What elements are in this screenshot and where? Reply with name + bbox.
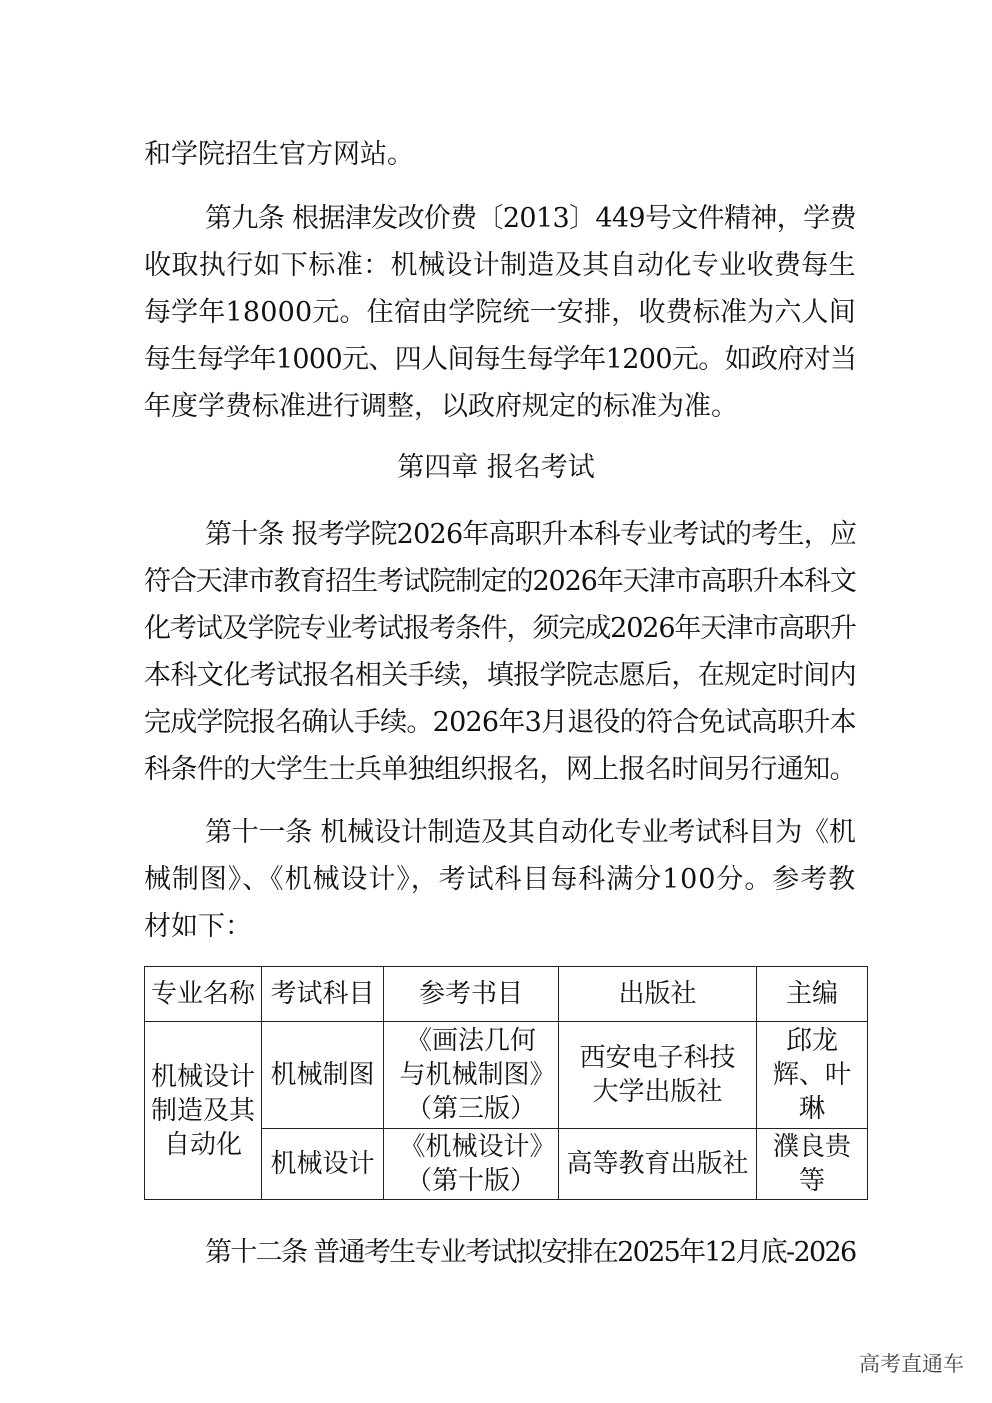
table-header-cell: 参考书目 bbox=[384, 967, 559, 1022]
paragraph-line: 材如下： bbox=[144, 911, 252, 942]
table-cell-subject: 机械制图 bbox=[262, 1022, 384, 1129]
table-row bbox=[145, 1022, 868, 1129]
paragraph-line: 化考试及学院专业考试报考条件，须完成2026年天津市高职升 bbox=[144, 613, 856, 644]
textbook-table bbox=[144, 966, 868, 1200]
table-header-cell: 主编 bbox=[757, 967, 868, 1022]
paragraph-line: 本科文化考试报名相关手续，填报学院志愿后，在规定时间内 bbox=[144, 660, 856, 691]
table-header-cell: 出版社 bbox=[559, 967, 757, 1022]
table-cell-subject: 机械设计 bbox=[262, 1129, 384, 1200]
chapter-heading: 第四章 报名考试 bbox=[397, 452, 595, 483]
table-cell-editor: 邱龙辉、叶琳 bbox=[757, 1022, 868, 1129]
table-cell-book: 《画法几何与机械制图》（第三版） bbox=[384, 1022, 559, 1129]
table-cell-publisher: 高等教育出版社 bbox=[559, 1129, 757, 1200]
paragraph-line: 完成学院报名确认手续。2026年3月退役的符合免试高职升本 bbox=[144, 707, 856, 738]
paragraph-line: 每生每学年1000元、四人间每生每学年1200元。如政府对当 bbox=[144, 344, 857, 375]
paragraph-line: 第十条 报考学院2026年高职升本科专业考试的考生，应 bbox=[205, 519, 857, 550]
paragraph-line: 第十二条 普通考生专业考试拟安排在2025年12月底-2026 bbox=[205, 1237, 856, 1268]
table-header-cell: 考试科目 bbox=[262, 967, 384, 1022]
paragraph-line: 年度学费标准进行调整，以政府规定的标准为准。 bbox=[144, 391, 738, 422]
paragraph-line: 和学院招生官方网站。 bbox=[144, 139, 414, 170]
paragraph-line: 第十一条 机械设计制造及其自动化专业考试科目为《机 bbox=[205, 817, 856, 848]
table-header-row bbox=[145, 967, 868, 1022]
table-cell-editor: 濮良贵等 bbox=[757, 1129, 868, 1200]
table-header-cell: 专业名称 bbox=[145, 967, 262, 1022]
paragraph-line: 械制图》、《机械设计》，考试科目每科满分100分。参考教 bbox=[144, 864, 857, 895]
paragraph-line: 符合天津市教育招生考试院制定的2026年天津市高职升本科文 bbox=[144, 566, 856, 597]
table-cell-publisher: 西安电子科技大学出版社 bbox=[559, 1022, 757, 1129]
paragraph-line: 科条件的大学生士兵单独组织报名，网上报名时间另行通知。 bbox=[144, 754, 856, 785]
table-cell-book: 《机械设计》（第十版） bbox=[384, 1129, 559, 1200]
table-cell-major: 机械设计制造及其自动化 bbox=[145, 1022, 262, 1200]
watermark: 高考直通车 bbox=[859, 1352, 964, 1376]
paragraph-line: 收取执行如下标准：机械设计制造及其自动化专业收费每生 bbox=[144, 250, 856, 281]
paragraph-line: 第九条 根据津发改价费〔2013〕449号文件精神，学费 bbox=[205, 203, 856, 234]
paragraph-line: 每学年18000元。住宿由学院统一安排，收费标准为六人间 bbox=[144, 297, 856, 328]
